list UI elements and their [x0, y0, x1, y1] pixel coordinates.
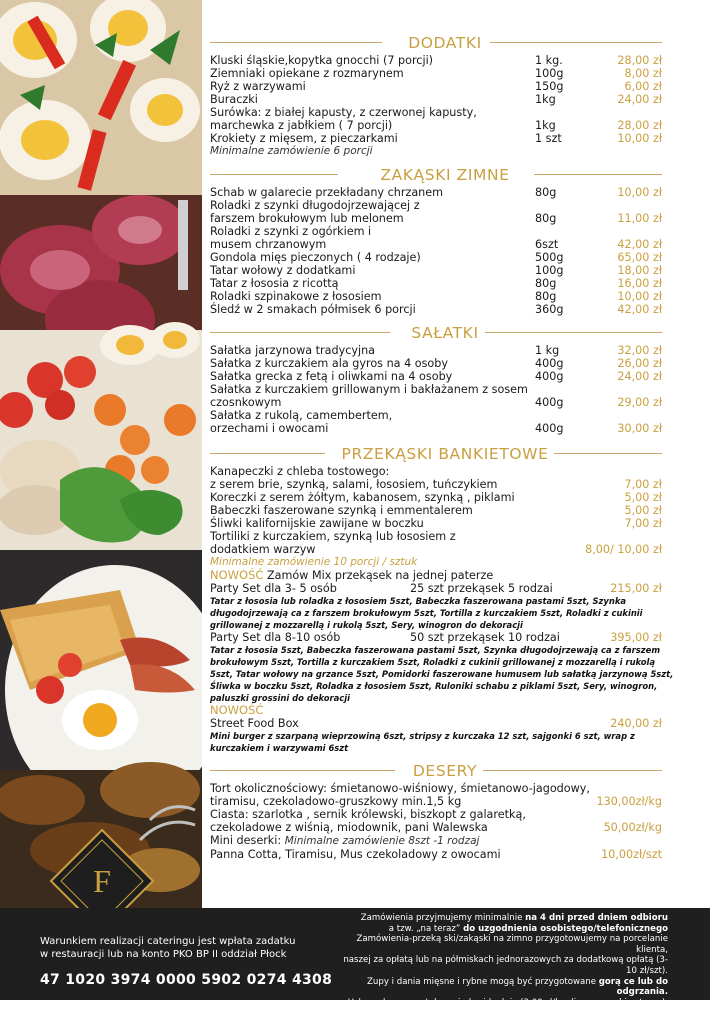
deposit-info: Warunkiem realizacji cateringu jest wpłata zadatku w restauracji lub na konto PKO BP II oddział Płock	[40, 936, 296, 960]
dessert-tort: Tort okolicznościowy: śmietanowo-wiśniowy, śmietanowo-jagodowy, tiramisu, czekoladowo-gruszkowy min.1,5 kg 130,00zł/kg	[210, 782, 662, 808]
menu-item: Ziemniaki opiekane z rozmarynem 100g 8,00 zł	[210, 67, 662, 80]
menu-item: Tatar z łososia z ricottą 80g 16,00 zł	[210, 277, 662, 290]
menu-item: Śliwki kalifornijskie zawijane w boczku 7,00 zł	[210, 517, 662, 530]
menu-item: Ryż z warzywami 150g 6,00 zł	[210, 80, 662, 93]
dessert-ciasta: Ciasta: szarlotka , sernik królewski, biszkopt z galaretką, czekoladowe z wiśnią, miodownik, pani Walewska 50,00zł/kg	[210, 808, 662, 834]
menu-item: Sałatka grecka z fetą i oliwkami na 4 osoby 400g 24,00 zł	[210, 370, 662, 383]
menu-item: Roladki z szynki z ogórkiem i musem chrzanowym 6szt 42,00 zł	[210, 225, 662, 251]
nowosc-badge: NOWOŚĆ	[210, 568, 264, 582]
nowosc-line: NOWOŚĆ Zamów Mix przekąsek na jednej paterze	[210, 568, 494, 582]
section-header-przekaski	[210, 443, 680, 465]
section-header-desery	[210, 760, 680, 782]
menu-item: Śledź w 2 smakach półmisek 6 porcji 360g 42,00 zł	[210, 303, 662, 316]
nowosc-badge: NOWOŚĆ	[210, 703, 264, 717]
party-set-large-desc: Tatar z łososia 5szt, Babeczka faszerowana pastami 5szt, Szynka długodojrzewają ca z farszem brokułowym 5szt, Tortilla z kurczakiem 5szt, Roladki z cukinii grillowanej z mozzarellą i rukolą 5szt, Tatar wołowy na grzance 5szt, Pomidorki faszerowane humusem lub sałatką jarzynową 5szt, Śliwka w boczku 5szt, Roladka z łososiem 5szt, Ruloniki schabu z piklami 5szt, Sery, winogron, paluszki grossini do dekoracji	[210, 645, 674, 703]
bank-account-number: 47 1020 3974 0000 5902 0274 4308	[40, 972, 333, 988]
party-set-large: Party Set dla 8-10 osób 50 szt przekąsek 10 rodzai 395,00 zł	[210, 631, 662, 644]
dessert-mini-items: Panna Cotta, Tiramisu, Mus czekoladowy z owocami 10,00zł/szt	[210, 848, 662, 861]
menu-item-intro: Kanapeczki z chleba tostowego:	[210, 465, 390, 478]
footer-bar	[0, 908, 710, 1029]
section-title: DODATKI	[402, 34, 488, 52]
street-food-box: Street Food Box 240,00 zł	[210, 717, 662, 730]
menu-item: Sałatka z kurczakiem ala gyros na 4 osoby 400g 26,00 zł	[210, 357, 662, 370]
section-title: DESERY	[407, 762, 483, 780]
menu-item: Babeczki faszerowane szynką i emmentalerem 5,00 zł	[210, 504, 662, 517]
street-food-desc: Mini burger z szarpaną wieprzowiną 6szt, stripsy z kurczaka 12 szt, sajgonki 6 szt, wrap z kurczakiem i warzywami 6szt	[210, 731, 635, 753]
menu-item: Krokiety z mięsem, z pieczarkami 1 szt 10,00 zł	[210, 132, 662, 145]
food-photo-collage	[0, 0, 202, 908]
menu-item: Tatar wołowy z dodatkami 100g 18,00 zł	[210, 264, 662, 277]
section-header-salatki	[210, 322, 680, 344]
party-set-small: Party Set dla 3- 5 osób 25 szt przekąsek 5 rodzai 215,00 zł	[210, 582, 662, 595]
order-terms: Zamówienia przyjmujemy minimalnie na 4 dni przed dniem odbioru a tzw. „na teraz” do uzgodnienia osobistego/telefonicznego Zamówienia-przeką ski/zakąski na zimno przygotowujemy na porcelanie klienta, naszej za opłatą lub na półmiskach jednorazowych za dodatkową opłatą (3-10 zł/szt). Zupy i dania mięsne i rybne mogą być przygotowane gorą ce lub do odgrzania. Usługę dowozu ustalamy indywidualnie (3,00 zł/km liczone w obie strony). Minimum 25 zł. Podane ceny są cenami netto.	[343, 913, 668, 1029]
menu-content	[210, 30, 680, 861]
menu-item: Sałatka z kurczakiem grillowanym i bakłażanem z sosem czosnkowym 400g 29,00 zł	[210, 383, 662, 409]
section-header-dodatki	[210, 32, 680, 54]
menu-item: Roladki szpinakowe z łososiem 80g 10,00 zł	[210, 290, 662, 303]
menu-item: Schab w galarecie przekładany chrzanem 80g 10,00 zł	[210, 186, 662, 199]
menu-item: Buraczki 1kg 24,00 zł	[210, 93, 662, 106]
menu-item: Koreczki z serem żółtym, kabanosem, szynką , piklami 5,00 zł	[210, 491, 662, 504]
section-title: SAŁATKI	[405, 324, 484, 342]
menu-item: Tortiliki z kurczakiem, szynką lub łososiem z dodatkiem warzyw 8,00/ 10,00 zł	[210, 530, 662, 556]
menu-item: Gondola mięs pieczonych ( 4 rodzaje) 500g 65,00 zł	[210, 251, 662, 264]
section-header-zakaski	[210, 164, 680, 186]
menu-item: Surówka: z białej kapusty, z czerwonej kapusty, marchewka z jabłkiem ( 7 porcji) 1kg 28,00 zł	[210, 106, 662, 132]
section-title: ZAKĄSKI ZIMNE	[374, 166, 515, 184]
section-title: PRZEKĄSKI BANKIETOWE	[336, 445, 555, 463]
menu-item: z serem brie, szynką, salami, łososiem, tuńczykiem 7,00 zł	[210, 478, 662, 491]
logo-letter: F	[93, 863, 111, 899]
dessert-mini: Mini deserki: Minimalne zamówienie 8szt -1 rodzaj	[210, 834, 480, 847]
menu-item: Sałatka z rukolą, camembertem, orzechami i owocami 400g 30,00 zł	[210, 409, 662, 435]
menu-item: Sałatka jarzynowa tradycyjna 1 kg 32,00 zł	[210, 344, 662, 357]
menu-item: Roladki z szynki długodojrzewającej z farszem brokułowym lub melonem 80g 11,00 zł	[210, 199, 662, 225]
section-note: Minimalne zamówienie 6 porcji	[210, 145, 373, 157]
section-note: Minimalne zamówienie 10 porcji / sztuk	[210, 556, 418, 568]
menu-item: Kluski śląskie,kopytka gnocchi (7 porcji) 1 kg. 28,00 zł	[210, 54, 662, 67]
party-set-small-desc: Tatar z łososia lub roladka z łososiem 5szt, Babeczka faszerowana pastami 5szt, Szynka długodojrzewają ca z farszem brokułowym 5szt, Tortilla z kurczakiem 5szt, Roladki z cukinii grillowanej z mozzarellą i rukolą 5szt, Sery, winogron do dekoracji	[210, 596, 643, 630]
